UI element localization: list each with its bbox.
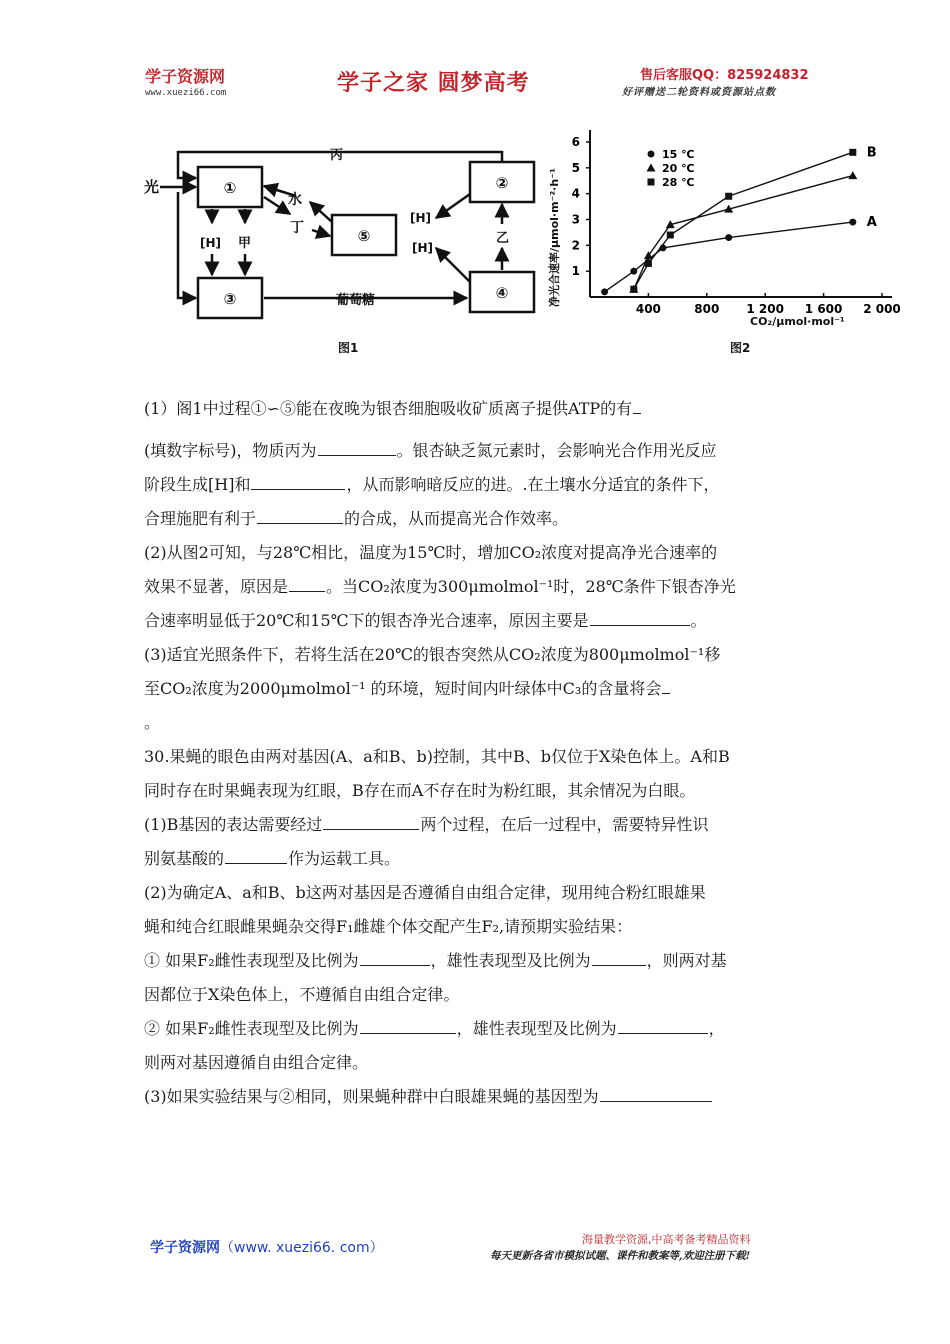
figure-area	[140, 122, 900, 376]
text: 两个过程，在后一过程中，需要特异性识	[420, 815, 709, 834]
label-yi: 乙	[496, 231, 510, 246]
q30-2-line2: 蝇和纯合红眼雌果蝇杂交得F₁雌雄个体交配产生F₂,请预期实验结果：	[144, 917, 633, 936]
data-point	[849, 149, 856, 156]
q1-line3	[144, 468, 814, 502]
label-water: 水	[288, 192, 302, 208]
q2-line1: (2)从图2可知，与28℃相比，温度为15℃时，增加CO₂浓度对提高净光合速率的	[144, 543, 718, 562]
legend-label: 20 ℃	[662, 162, 695, 175]
chart-xlabel: CO₂/μmol·mol⁻¹	[750, 315, 845, 328]
header-title: 学子之家 圆梦高考	[337, 70, 530, 96]
text: 别氨基酸的	[144, 849, 225, 868]
y-tick-label: 2	[571, 238, 580, 253]
label-bing: 丙	[330, 148, 344, 163]
q30-3-line	[144, 1080, 814, 1114]
label-ding: 丁	[290, 220, 304, 236]
text: (1)B基因的表达需要经过	[144, 815, 323, 834]
data-point	[630, 268, 637, 275]
q30-1-line2	[144, 842, 814, 876]
text: ② 如果F₂雌性表现型及比例为	[144, 1019, 359, 1038]
label-h3: [H]	[412, 241, 434, 255]
q3-line1: (3)适宜光照条件下，若将生活在20℃的银杏突然从CO₂浓度为800μmolmol⁻¹移	[144, 645, 721, 664]
question-content	[144, 392, 814, 1114]
text: 阶段生成[H]和	[144, 475, 251, 494]
text: 合速率明显低于20℃和15℃下的银杏净光合速率，原因主要是	[144, 611, 589, 630]
label-box5: ⑤	[357, 227, 371, 245]
legend-label: 15 ℃	[662, 148, 695, 161]
blank[interactable]	[590, 607, 690, 626]
q2-line2	[144, 570, 814, 604]
text: (填数字标号)，物质丙为	[144, 441, 317, 460]
footer-left[interactable]	[150, 1237, 384, 1257]
text: (3)如果实验结果与②相同，则果蝇种群中白眼雄果蝇的基因型为	[144, 1087, 599, 1106]
text: 效果不显著，原因是	[144, 577, 289, 596]
y-ticks	[572, 135, 590, 278]
footer-right-title: 海量教学资源,中高考备考精品资料	[582, 1233, 751, 1246]
label-box2: ②	[495, 174, 509, 192]
q30-1-line1	[144, 808, 814, 842]
q30-line2: 同时存在时果蝇表现为红眼，B存在而A不存在时为粉红眼，其余情况为白眼。	[144, 781, 696, 800]
series-layer	[601, 145, 877, 295]
x-tick-label: 800	[694, 302, 720, 316]
series-line	[634, 176, 853, 290]
text: 合理施肥有利于	[144, 509, 257, 528]
x-tick-label: 1 200	[746, 302, 784, 316]
label-light: 光	[144, 178, 160, 196]
site-logo[interactable]	[145, 64, 255, 98]
blank[interactable]	[618, 1015, 708, 1034]
blank[interactable]	[225, 845, 287, 864]
text: ，雄性表现型及比例为	[456, 1019, 617, 1038]
data-point	[601, 288, 608, 295]
q30-2-c1-line1	[144, 944, 814, 978]
label-box3: ③	[223, 290, 237, 308]
blank[interactable]	[289, 573, 325, 592]
text: ① 如果F₂雌性表现型及比例为	[144, 951, 359, 970]
data-point	[645, 260, 652, 267]
y-tick-label: 5	[571, 160, 580, 175]
q1-line4	[144, 502, 814, 536]
text: 至CO₂浓度为2000μmolmol⁻¹ 的环境，短时间内叶绿体中C₃的含量将会	[144, 679, 662, 698]
text: 。当CO₂浓度为300μmolmol⁻¹时，28℃条件下银杏净光	[326, 577, 736, 596]
text: ，则两对基	[646, 951, 727, 970]
blank[interactable]	[318, 437, 396, 456]
text: 。	[690, 611, 707, 630]
header-note: 好评赠送二轮资料或资源站点数	[622, 87, 776, 98]
y-tick-label: 3	[571, 212, 580, 227]
x-tick-label: 1 600	[804, 302, 843, 316]
label-h2: [H]	[410, 211, 432, 225]
blank[interactable]	[592, 947, 646, 966]
footer-url[interactable]: （www. xuezi66. com）	[220, 1240, 384, 1256]
blank[interactable]	[662, 675, 670, 694]
series-line	[605, 222, 853, 292]
data-point	[849, 219, 856, 226]
logo-text: 学子资源网	[145, 67, 226, 86]
text: ，雄性表现型及比例为	[430, 951, 591, 970]
footer-right-note: 每天更新各省市模拟试题、课件和教案等,欢迎注册下载!	[490, 1250, 751, 1262]
figure2-chart	[547, 130, 900, 355]
label-box4: ④	[495, 284, 509, 302]
series-end-label: A	[866, 215, 877, 231]
service-qq: 售后客服QQ：825924832	[640, 68, 809, 83]
q30-2-line1: (2)为确定A、a和B、b这两对基因是否遵循自由组合定律，现用纯合粉红眼雄果	[144, 883, 706, 902]
q1-line1	[144, 392, 814, 426]
footer-brand: 学子资源网	[150, 1240, 220, 1256]
label-jia: 甲	[238, 236, 252, 251]
text: (1）阁1中过程①∽⑤能在夜晚为银杏细胞吸收矿质离子提供ATP的有	[144, 399, 633, 418]
y-tick-label: 4	[571, 186, 580, 201]
q2-line3	[144, 604, 814, 638]
logo-url: www.xuezi66.com	[145, 88, 227, 98]
y-tick-label: 1	[571, 264, 580, 279]
y-tick-label: 6	[571, 135, 580, 149]
chart-legend	[647, 148, 695, 189]
label-box1: ①	[223, 179, 237, 197]
series-1	[601, 215, 877, 295]
figure2-caption: 图2	[730, 341, 751, 355]
chart-ylabel: 净光合速率/μmol·m⁻²·h⁻¹	[548, 168, 561, 307]
legend-marker	[647, 164, 656, 172]
blank[interactable]	[323, 811, 419, 830]
data-point	[667, 232, 674, 239]
q30-2-c2-line2: 则两对基因遵循自由组合定律。	[144, 1053, 369, 1072]
data-point	[725, 234, 732, 241]
legend-label: 28 ℃	[662, 176, 695, 189]
figure1-caption: 图1	[338, 341, 359, 355]
text: 的合成，从而提高光合作效率。	[344, 509, 569, 528]
series-2	[629, 171, 857, 293]
q30-2-c2-line1	[144, 1012, 814, 1046]
blank[interactable]	[600, 1083, 712, 1102]
text: 。银杏缺乏氮元素时，会影响光合作用光反应	[396, 441, 717, 460]
x-tick-label: 2 000	[863, 302, 900, 316]
label-glucose: 葡萄糖	[336, 293, 376, 308]
text: ，	[708, 1019, 725, 1038]
blank[interactable]	[360, 1015, 456, 1034]
x-tick-label: 400	[635, 302, 661, 316]
blank[interactable]	[633, 395, 641, 414]
label-h1: [H]	[200, 236, 222, 250]
data-point	[725, 193, 732, 200]
text: 作为运载工具。	[288, 849, 401, 868]
q30-2-c1-line2: 因都位于X染色体上，不遵循自由组合定律。	[144, 985, 460, 1004]
legend-marker	[648, 151, 655, 158]
q3-line3: 。	[144, 713, 161, 732]
q30-line1: 30.果蝇的眼色由两对基因(A、a和B、b)控制，其中B、b仅位于X染色体上。A和B	[144, 747, 730, 766]
blank[interactable]	[360, 947, 430, 966]
q3-line2	[144, 672, 814, 706]
text: ，从而影响暗反应的进。.在土壤水分适宜的条件下，	[346, 475, 720, 494]
blank[interactable]	[257, 505, 343, 524]
data-point	[630, 286, 637, 293]
data-point	[848, 171, 857, 179]
blank[interactable]	[251, 471, 345, 490]
q1-line2	[144, 434, 814, 468]
figures-svg	[140, 122, 900, 372]
legend-marker	[648, 179, 655, 186]
series-end-label: B	[866, 145, 877, 161]
